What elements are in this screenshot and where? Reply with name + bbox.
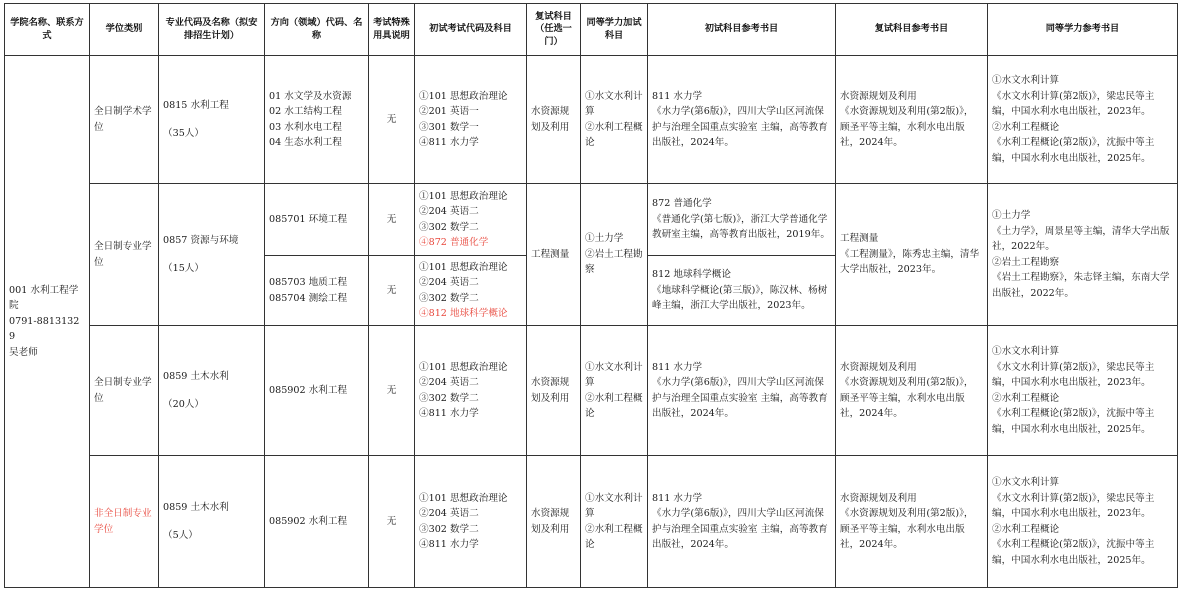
header-exam-subjects: 初试考试代码及科目: [415, 4, 527, 56]
retest-books-cell: [836, 456, 988, 588]
direction-cell: [265, 256, 369, 326]
equivalent-exam-cell: [581, 326, 648, 456]
book-title: 811 水力学: [652, 90, 703, 102]
exam-item: ③301 数学一: [419, 121, 479, 133]
major-name: 0815 水利工程: [163, 100, 229, 111]
equivalent-books-cell: [988, 456, 1178, 588]
book-title: 812 地球科学概论: [652, 269, 731, 281]
exam-item: ②201 英语一: [419, 106, 479, 117]
equivalent-exam-item: ①水文水利计算: [585, 90, 643, 117]
equivalent-exam-item: ②岩土工程勘察: [585, 248, 643, 276]
book-title: ②水利工程概论: [992, 523, 1060, 535]
equivalent-exam-item: ①水文水利计算: [585, 492, 643, 519]
exam-item: ④811 水力学: [419, 408, 479, 419]
book-title: 811 水力学: [652, 492, 703, 504]
exam-subjects-cell: [415, 456, 527, 588]
exam-item: ②204 英语二: [419, 377, 479, 388]
book-title: ①土力学: [992, 210, 1031, 221]
exam-item: ④811 水力学: [419, 137, 479, 148]
book-detail: 《水文水利计算(第2版)》，梁忠民等主编，中国水利水电出版社，2023年。: [992, 90, 1155, 117]
exam-books-cell: [648, 456, 836, 588]
book-detail: 《水资源规划及利用(第2版)》，顾圣平等主编，水利水电出版社，2024年。: [840, 106, 974, 148]
header-special-tools: 考试特殊用具说明: [369, 4, 415, 56]
book-detail: 《水文水利计算(第2版)》，梁忠民等主编，中国水利水电出版社，2023年。: [992, 492, 1155, 519]
book-detail: 《水利工程概论(第2版)》，沈振中等主编，中国水利水电出版社，2025年。: [992, 539, 1155, 566]
major-cell: [159, 456, 265, 588]
book-detail: 《岩土工程勘察》，朱志铎主编，东南大学出版社，2022年。: [992, 272, 1170, 299]
retest-subject-cell: 水资源规划及利用: [527, 326, 581, 456]
book-detail: 《水力学(第6版)》，四川大学山区河流保护与治理全国重点实验室 主编，高等教育出版社，2024年。: [652, 377, 828, 419]
special-tools-cell: 无: [369, 326, 415, 456]
book-detail: 《水力学(第6版)》，四川大学山区河流保护与治理全国重点实验室 主编，高等教育出版社，2024年。: [652, 106, 828, 148]
retest-books-cell: [836, 56, 988, 184]
exam-item: ①101 思想政治理论: [419, 90, 508, 102]
direction-item: 085902 水利工程: [269, 515, 348, 527]
special-tools-cell: 无: [369, 56, 415, 184]
book-detail: 《水文水利计算(第2版)》，梁忠民等主编，中国水利水电出版社，2023年。: [992, 361, 1155, 388]
header-equivalent-books: 同等学力参考书目: [988, 4, 1178, 56]
header-direction: 方向（领域）代码、名称: [265, 4, 369, 56]
table-row: [5, 184, 1178, 256]
school-info-cell: [5, 56, 90, 588]
book-title: ②水利工程概论: [992, 392, 1060, 404]
header-exam-books: 初试科目参考书目: [648, 4, 836, 56]
retest-subject-cell: 水资源规划及利用: [527, 456, 581, 588]
header-retest-subject: 复试科目（任选一门）: [527, 4, 581, 56]
direction-item: 085704 测绘工程: [269, 292, 348, 304]
book-detail: 《水资源规划及利用(第2版)》，顾圣平等主编，水利水电出版社，2024年。: [840, 377, 974, 419]
degree-type-cell: 全日制专业学位: [90, 326, 159, 456]
book-detail: 《普通化学(第七版)》，浙江大学普通化学教研室主编，高等教育出版社，2019年。: [652, 213, 830, 241]
exam-subjects-cell: [415, 256, 527, 326]
exam-subjects-cell: [415, 184, 527, 256]
header-degree-type: 学位类别: [90, 4, 159, 56]
exam-item-highlighted: ④872 普通化学: [419, 237, 489, 248]
enrollment-plan: （35人）: [163, 127, 204, 139]
direction-item: 01 水文学及水资源: [269, 90, 352, 102]
major-cell: [159, 326, 265, 456]
school-name: 001 水利工程学院: [9, 284, 79, 312]
table-row: [5, 56, 1178, 184]
direction-cell: [265, 184, 369, 256]
major-name: 0859 土木水利: [163, 371, 229, 382]
exam-item: ①101 思想政治理论: [419, 361, 508, 373]
exam-item: ①101 思想政治理论: [419, 492, 508, 504]
enrollment-plan: （15人）: [163, 262, 204, 274]
exam-books-cell: [648, 256, 836, 326]
table-row: [5, 326, 1178, 456]
book-title: ②岩土工程勘察: [992, 256, 1060, 268]
exam-item: ①101 思想政治理论: [419, 190, 508, 202]
book-detail: 《工程测量》，陈秀忠主编，清华大学出版社，2023年。: [840, 248, 980, 276]
header-equivalent-exam: 同等学力加试科目: [581, 4, 648, 56]
equivalent-exam-cell: [581, 56, 648, 184]
equivalent-books-cell: [988, 56, 1178, 184]
book-detail: 《水利工程概论(第2版)》，沈振中等主编，中国水利水电出版社，2025年。: [992, 137, 1155, 164]
exam-subjects-cell: [415, 56, 527, 184]
major-cell: [159, 56, 265, 184]
book-detail: 《水资源规划及利用(第2版)》，顾圣平等主编，水利水电出版社，2024年。: [840, 508, 974, 550]
exam-item: ②204 英语二: [419, 277, 479, 288]
major-name: 0857 资源与环境: [163, 235, 239, 246]
major-cell: [159, 184, 265, 326]
exam-item: ②204 英语二: [419, 206, 479, 217]
equivalent-exam-item: ②水利工程概论: [585, 523, 643, 550]
exam-subjects-cell: [415, 326, 527, 456]
direction-item: 085701 环境工程: [269, 213, 348, 225]
equivalent-exam-cell: [581, 456, 648, 588]
direction-item: 085703 地质工程: [269, 277, 348, 288]
book-title: 811 水力学: [652, 361, 703, 373]
degree-type-cell: 全日制学术学位: [90, 56, 159, 184]
retest-books-cell: [836, 184, 988, 326]
book-title: 水资源规划及利用: [840, 90, 917, 102]
enrollment-plan: （5人）: [163, 529, 198, 541]
direction-item: 02 水工结构工程: [269, 106, 342, 117]
equivalent-exam-cell: [581, 184, 648, 326]
exam-item: ③302 数学二: [419, 392, 479, 404]
enrollment-plan: （20人）: [163, 398, 204, 410]
header-row: [5, 4, 1178, 56]
book-title: ②水利工程概论: [992, 121, 1060, 133]
exam-item-highlighted: ④812 地球科学概论: [419, 308, 508, 319]
table-row: [5, 456, 1178, 588]
equivalent-books-cell: [988, 184, 1178, 326]
book-title: 872 普通化学: [652, 198, 712, 210]
direction-cell: [265, 326, 369, 456]
school-phone: 0791-88131329: [9, 315, 80, 343]
special-tools-cell: 无: [369, 184, 415, 256]
direction-cell: [265, 56, 369, 184]
book-detail: 《水力学(第6版)》，四川大学山区河流保护与治理全国重点实验室 主编，高等教育出版社，2024年。: [652, 508, 828, 550]
header-school: 学院名称、联系方式: [5, 4, 90, 56]
book-detail: 《地球科学概论(第三版)》，陈汉林、杨树峰主编，浙江大学出版社，2023年。: [652, 284, 828, 312]
direction-item: 03 水利水电工程: [269, 121, 342, 133]
equivalent-exam-item: ①水文水利计算: [585, 361, 643, 388]
book-detail: 《土力学》，周景星等主编，清华大学出版社，2022年。: [992, 225, 1170, 252]
exam-books-cell: [648, 326, 836, 456]
equivalent-exam-item: ②水利工程概论: [585, 121, 643, 148]
book-title: 水资源规划及利用: [840, 361, 917, 373]
equivalent-exam-item: ②水利工程概论: [585, 392, 643, 419]
exam-item: ③302 数学二: [419, 523, 479, 535]
exam-item: ③302 数学二: [419, 292, 479, 304]
book-title: 工程测量: [840, 233, 879, 245]
special-tools-cell: 无: [369, 256, 415, 326]
header-major: 专业代码及名称（拟安排招生计划）: [159, 4, 265, 56]
admissions-table-container: [4, 3, 1177, 587]
exam-item: ①101 思想政治理论: [419, 261, 508, 273]
degree-type-cell: 全日制专业学位: [90, 184, 159, 326]
special-tools-cell: 无: [369, 456, 415, 588]
retest-subject-cell: 工程测量: [527, 184, 581, 326]
header-retest-books: 复试科目参考书目: [836, 4, 988, 56]
book-detail: 《水利工程概论(第2版)》，沈振中等主编，中国水利水电出版社，2025年。: [992, 408, 1155, 435]
exam-item: ④811 水力学: [419, 539, 479, 550]
school-contact: 吴老师: [9, 346, 38, 358]
exam-books-cell: [648, 56, 836, 184]
admissions-table: [4, 3, 1178, 588]
book-title: ①水文水利计算: [992, 75, 1060, 86]
equivalent-exam-item: ①土力学: [585, 233, 624, 245]
exam-item: ②204 英语二: [419, 508, 479, 519]
book-title: 水资源规划及利用: [840, 492, 917, 504]
equivalent-books-cell: [988, 326, 1178, 456]
degree-type-cell-highlighted: 非全日制专业学位: [90, 456, 159, 588]
direction-item: 085902 水利工程: [269, 384, 348, 396]
exam-item: ③302 数学二: [419, 221, 479, 233]
major-name: 0859 土木水利: [163, 502, 229, 513]
retest-subject-cell: 水资源规划及利用: [527, 56, 581, 184]
exam-books-cell: [648, 184, 836, 256]
retest-books-cell: [836, 326, 988, 456]
direction-item: 04 生态水利工程: [269, 137, 342, 148]
book-title: ①水文水利计算: [992, 346, 1060, 357]
direction-cell: [265, 456, 369, 588]
book-title: ①水文水利计算: [992, 477, 1060, 488]
